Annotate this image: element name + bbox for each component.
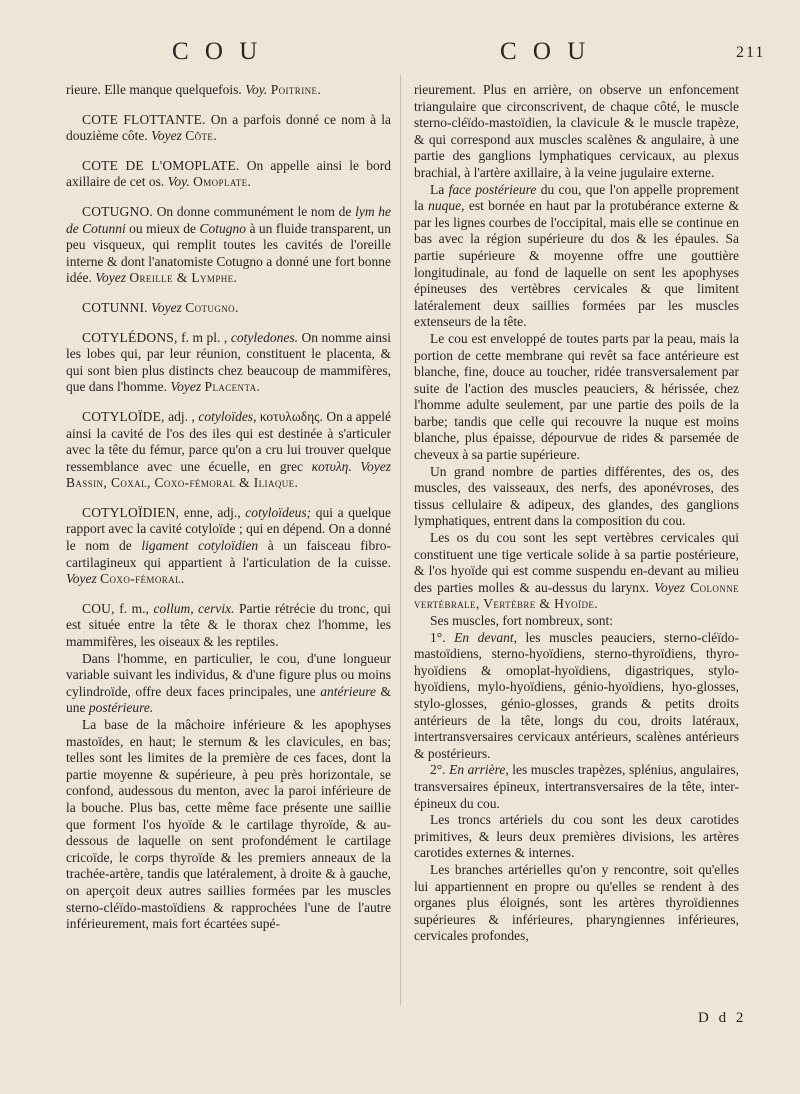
cross-ref-voy: Voy.	[245, 82, 268, 97]
cross-ref-link[interactable]: Bassin, Coxal, Coxo-fémoral & Iliaque.	[66, 475, 299, 491]
entry-text: à un fluide transparent, un peu visqueux, qui remplit toutes les cavités de l'oreille interne & dont l'anatomiste Cotugno a donné une fort bonne idée.	[66, 220, 392, 286]
entry-cotunni	[66, 300, 391, 317]
entry-headword: COTYLOÏDIEN,	[82, 504, 180, 520]
entry-italic: Cotugno	[199, 220, 246, 236]
entry-italic: cotyloïdes	[198, 408, 254, 424]
entry-italic: En devant	[454, 629, 514, 645]
cross-ref-voy: Voy.	[167, 174, 190, 190]
entry-text: rieure. Elle manque quelquefois.	[66, 82, 242, 97]
cross-ref-link[interactable]: Omoplate.	[193, 174, 252, 190]
entry-headword: COTYLÉDONS,	[82, 329, 178, 345]
column-rule	[400, 75, 401, 1005]
entry-text: f. m pl. ,	[181, 329, 228, 345]
entry-italic: cotyloïdeus;	[245, 504, 312, 520]
entry-text: Les os du cou sont les sept vertèbres cervicales qui constituent une tige verticale solide à sa partie postérieure, & l'os hyoïde qui est comme suspendu en-devant au milieu des parties molles & au-dessus du larynx.	[414, 530, 739, 595]
cross-ref-link[interactable]: Poitrine.	[270, 82, 322, 97]
entry-text: On nomme ainsi les lobes qui, par leur réunion, constituent le placenta, & qui sont bien plus distincts chez beaucoup de mammifères, que dans l'homme.	[66, 329, 392, 395]
entry-cou	[66, 601, 391, 651]
signature-mark: D d 2	[698, 1010, 747, 1026]
entry-paragraph	[414, 630, 739, 763]
entry-paragraph: Les branches artérielles qu'on y rencontre, soit qu'elles lui appartiennent en propre ou qu'elles se rendent à des organes plus éloignés, sont les artères thyroïdiennes supérieures & inférieures, pharyngiennes inférieures, cervicales profondes,	[414, 861, 739, 944]
right-running-head: C O U	[500, 38, 591, 65]
entry-paragraph	[414, 182, 739, 331]
cross-ref-voy: Voyez	[360, 458, 392, 474]
entry-text: f. m.,	[119, 600, 149, 616]
entry-italic: En arrière	[449, 762, 506, 778]
entry-greek: κοτυλη.	[311, 458, 352, 474]
entry-text: qui a quelque rapport avec la cavité cotyloïde ; qui en dépend. On a donné le nom de	[66, 504, 391, 554]
entry-text: ou mieux de	[129, 220, 197, 236]
entry-greek: , κοτυλωδης.	[253, 408, 323, 424]
entry-italic: postérieure.	[88, 700, 154, 716]
entry-text: & une	[66, 683, 392, 716]
page-number: 211	[736, 44, 766, 61]
entry-paragraph: Un grand nombre de parties différentes, des os, des muscles, des vaisseaux, des nerfs, des aponévroses, des tissus cellulaire & adipeux, des glandes, des ganglions lymphatiques, entrent dans la composition du cou.	[414, 463, 739, 529]
entry-text: La	[430, 181, 445, 197]
entry-italic: antérieure	[320, 683, 376, 699]
entry-headword: COTYLOÏDE,	[82, 408, 165, 424]
entry-text: 2°.	[430, 762, 446, 778]
entry-cotyledons	[66, 330, 391, 396]
entry-paragraph	[414, 762, 739, 812]
cross-ref-link[interactable]: Coxo-fémoral.	[100, 571, 185, 587]
right-column	[414, 82, 739, 945]
entry-headword: COTUNNI.	[82, 299, 148, 315]
cross-ref-link[interactable]: Cotugno.	[185, 299, 239, 315]
entry-text: On a parfois donné ce nom à la douzième côte.	[66, 111, 392, 144]
entry-text: enne, adj.,	[183, 504, 241, 520]
entry-italic: face postérieure	[448, 181, 537, 197]
cross-ref-voy: Voyez	[654, 579, 686, 595]
cross-ref-link[interactable]: Côte.	[185, 128, 218, 144]
cross-ref-voy: Voyez	[170, 379, 202, 395]
entry-paragraph: Ses muscles, fort nombreux, sont:	[430, 613, 613, 628]
entry-text: , les muscles trapèzes, splénius, angulaires, transversaires épineux, intertransversaires de la tête, inter-épineux du cou.	[414, 762, 739, 811]
entry-italic: lym he de Cotunni	[66, 203, 392, 236]
cross-ref-voy: Voyez	[151, 299, 182, 315]
entry-text: , est bornée en haut par la protubérance externe & par les lignes courbes de l'occipital, mais elle se continue en bas avec la région supérieure du dos & les épaules. Sa partie supérieure & moyenne offre une gouttière longitudinale, au fond de laquelle on sent les apophyses épineuses des vertèbres cervicales & que limitent latéralement deux saillies formées par les muscles extenseurs de la tête.	[414, 198, 740, 330]
entry-paragraph: Le cou est enveloppé de toutes parts par la peau, mais la portion de cette membrane qui revêt sa face antérieure est blanche, fine, douce au toucher, ridée transversalement par suite de l'action des muscles peauciers, & hérissée, chez l'homme adulte seulement, par une partie des poils de la barbe; tandis que celle qui recouvre la nuque est moins blanche, plus épaisse, dépourvue de rides & parsemée de cheveux à sa partie supérieure.	[414, 330, 739, 463]
entry-text: du cou, que l'on appelle proprement la	[414, 181, 740, 214]
entry-headword: COTE DE L'OMOPLATE.	[82, 157, 240, 173]
entry-text: Partie rétrécie du tronc, qui est située entre la tête & le thorax chez l'homme, les mammifères, les oiseaux & les reptiles.	[66, 600, 392, 650]
entry-text: à un faisceau fibro-cartilagineux qui appartient à l'articulation de la cuisse.	[66, 538, 392, 570]
entry-cote-omoplate	[66, 158, 391, 191]
entry-paragraph	[414, 530, 739, 613]
entry-italic: collum, cervix.	[153, 600, 235, 616]
entry-paragraph: Les troncs artériels du cou sont les deux carotides primitives, & leurs deux premières divisions, les artères carotides externes & internes.	[414, 812, 739, 861]
entry-text: On donne communément le nom de	[156, 203, 352, 219]
entry-cotugno	[66, 204, 391, 287]
cross-ref-link[interactable]: Oreille & Lymphe.	[129, 270, 238, 286]
cross-ref-voy: Voyez	[66, 571, 97, 587]
entry-headword: COTUGNO.	[82, 203, 153, 219]
entry-italic: ligament cotyloïdien	[141, 538, 259, 554]
entry-cotyloide	[66, 409, 391, 492]
cross-ref-voy: Voyez	[95, 270, 126, 286]
entry-italic: cotyledones.	[230, 329, 298, 345]
entry-cote-flottante	[66, 112, 391, 145]
entry-text: On appelle ainsi le bord axillaire de cet os.	[66, 157, 391, 190]
left-column	[66, 82, 391, 933]
entry-paragraph: La base de la mâchoire inférieure & les apophyses mastoïdes, en haut; le sternum & les clavicules, en bas; telles sont les limites de la première de ces faces, dont la partie moyenne & supérieure, à peu près horizontale, se confond, audessous du menton, avec la paroi inférieure de la bouche. Plus bas, cette même face présente une saillie que forment l'os hyoïde & le cartilage thyroïde, & au-dessous de laquelle on sent profondément le cartilage cricoïde, le corps thyroïde & les premiers anneaux de la trachée-artère, tandis que latéralement, à droite & à gauche, on aperçoit deux autres saillies formées par les muscles sterno-cléïdo-mastoïdiens & rapprochées l'une de l'autre inférieurement, mais fort écartées supé-	[66, 717, 391, 932]
entry-paragraph: rieurement. Plus en arrière, on observe un enfoncement triangulaire que circonscrivent, de chaque côté, le muscle sterno-cléïdo-mastoïdien, la clavicule & le muscle trapèze, & qui correspond aux muscles scalènes & angulaire, à une partie des ganglions lymphatiques cervicaux, au plexus brachial, à l'artère axillaire, à la veine jugulaire externe.	[414, 82, 739, 180]
entry-headword: COU,	[82, 600, 115, 616]
entry-text: , les muscles peauciers, sterno-cléïdo-mastoïdiens, sterno-hyoïdiens, sterno-thyroïdiens, thyro-hyoïdiens & omoplat-hyoïdiens, digastriques, stylo-hyoïdiens, mylo-hyoïdiens, génio-hyoïdiens, hyo-glosses, stylo-glosses, génio-glosses, grands & petits droits antérieurs de la tête, longs du cou, droits latéraux, intertransversaires cervicaux antérieurs, scalènes antérieurs & postérieurs.	[414, 629, 739, 761]
entry-text: Dans l'homme, en particulier, le cou, d'une longueur variable suivant les individus, & d'une figure plus ou moins cylindroïde, offre deux faces principales, une	[66, 650, 391, 699]
entry-text: 1°.	[430, 629, 446, 645]
cross-ref-link[interactable]: Placenta.	[204, 379, 261, 395]
cross-ref-link[interactable]: Colonne vertébrale, Vertèbre & Hyoïde.	[414, 579, 739, 612]
entry-continuation	[66, 82, 391, 99]
entry-text: adj. ,	[168, 408, 195, 424]
left-running-head: C O U	[172, 38, 263, 65]
entry-headword: COTE FLOTTANTE.	[82, 111, 206, 127]
entry-italic: nuque	[428, 198, 462, 214]
cross-ref-voy: Voyez	[151, 128, 182, 144]
entry-text: On a appelé ainsi la cavité de l'os des iles qui est destinée à s'articuler avec la tête du fémur, parce qu'on a cru lui trouver quelque ressemblance avec une écuelle, en grec	[66, 408, 392, 474]
entry-paragraph	[66, 651, 391, 717]
entry-cotyloidien	[66, 505, 391, 588]
